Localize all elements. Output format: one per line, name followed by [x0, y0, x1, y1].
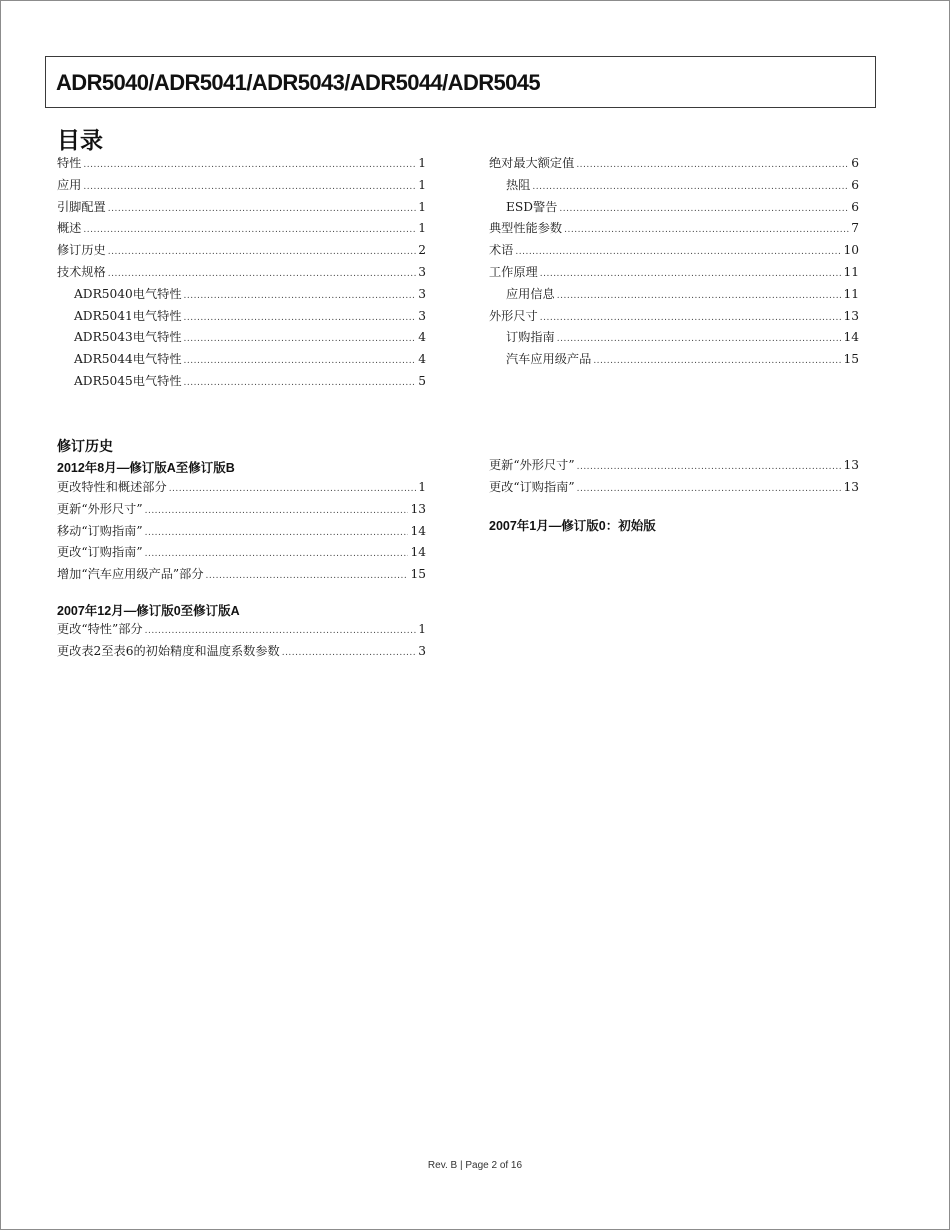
toc-heading: 目录 [57, 128, 103, 154]
rev-a-list [57, 620, 426, 664]
rev-b-entry: 更改“订购指南” ..... 13 [489, 478, 859, 500]
toc-link-automotive-products[interactable]: 汽车应用级产品 ..... 15 [489, 350, 859, 372]
rev-b-left-list [57, 478, 426, 587]
toc-link-applications[interactable]: 应用 ..... 1 [57, 176, 426, 198]
toc-right-column [489, 154, 859, 372]
rev-a-entry: 更改“特性”部分 ..... 1 [57, 620, 426, 642]
rev-b-entry: 更改特性和概述部分 ..... 1 [57, 478, 426, 500]
document-header [45, 56, 876, 108]
revision-history-title: 修订历史 [57, 439, 113, 455]
toc-link-revision-history[interactable]: 修订历史 ..... 2 [57, 241, 426, 263]
toc-link-applications-info[interactable]: 应用信息 ..... 11 [489, 285, 859, 307]
toc-link-general-description[interactable]: 概述 ..... 1 [57, 219, 426, 241]
rev-b-entry: 增加“汽车应用级产品”部分 ..... 15 [57, 565, 426, 587]
toc-link-ordering-guide[interactable]: 订购指南 ..... 14 [489, 328, 859, 350]
part-numbers-title: ADR5040/ADR5041/ADR5043/ADR5044/ADR5045 [56, 70, 541, 95]
rev-b-entry: 更新“外形尺寸” ..... 13 [57, 500, 426, 522]
toc-link-theory-of-operation[interactable]: 工作原理 ..... 11 [489, 263, 859, 285]
rev-b-heading: 2012年8月—修订版A至修订版B [57, 461, 235, 475]
toc-left-column [57, 154, 426, 394]
toc-link-adr5041-specs[interactable]: ADR5041电气特性 ..... 3 [57, 307, 426, 329]
toc-link-specifications[interactable]: 技术规格 ..... 3 [57, 263, 426, 285]
toc-link-adr5044-specs[interactable]: ADR5044电气特性 ..... 4 [57, 350, 426, 372]
rev-a-entry: 更改表2至表6的初始精度和温度系数参数 ..... 3 [57, 642, 426, 664]
toc-link-terminology[interactable]: 术语 ..... 10 [489, 241, 859, 263]
rev-b-entry: 更改“订购指南” ..... 14 [57, 543, 426, 565]
rev-a-heading: 2007年12月—修订版0至修订版A [57, 604, 240, 618]
toc-link-absolute-max-ratings[interactable]: 绝对最大额定值 ..... 6 [489, 154, 859, 176]
toc-link-pin-configuration[interactable]: 引脚配置 ..... 1 [57, 198, 426, 220]
rev-b-entry: 移动“订购指南” ..... 14 [57, 522, 426, 544]
toc-link-features[interactable]: 特性 ..... 1 [57, 154, 426, 176]
toc-link-thermal-resistance[interactable]: 热阻 ..... 6 [489, 176, 859, 198]
rev-b-right-list [489, 456, 859, 500]
toc-link-adr5045-specs[interactable]: ADR5045电气特性 ..... 5 [57, 372, 426, 394]
toc-link-outline-dimensions[interactable]: 外形尺寸 ..... 13 [489, 307, 859, 329]
toc-link-esd-caution[interactable]: ESD警告 ..... 6 [489, 198, 859, 220]
toc-link-adr5043-specs[interactable]: ADR5043电气特性 ..... 4 [57, 328, 426, 350]
page-footer: Rev. B | Page 2 of 16 [427, 1160, 523, 1171]
rev-0-heading: 2007年1月—修订版0：初始版 [489, 519, 656, 533]
rev-b-entry: 更新“外形尺寸” ..... 13 [489, 456, 859, 478]
toc-link-typical-performance[interactable]: 典型性能参数 ..... 7 [489, 219, 859, 241]
toc-link-adr5040-specs[interactable]: ADR5040电气特性 ..... 3 [57, 285, 426, 307]
